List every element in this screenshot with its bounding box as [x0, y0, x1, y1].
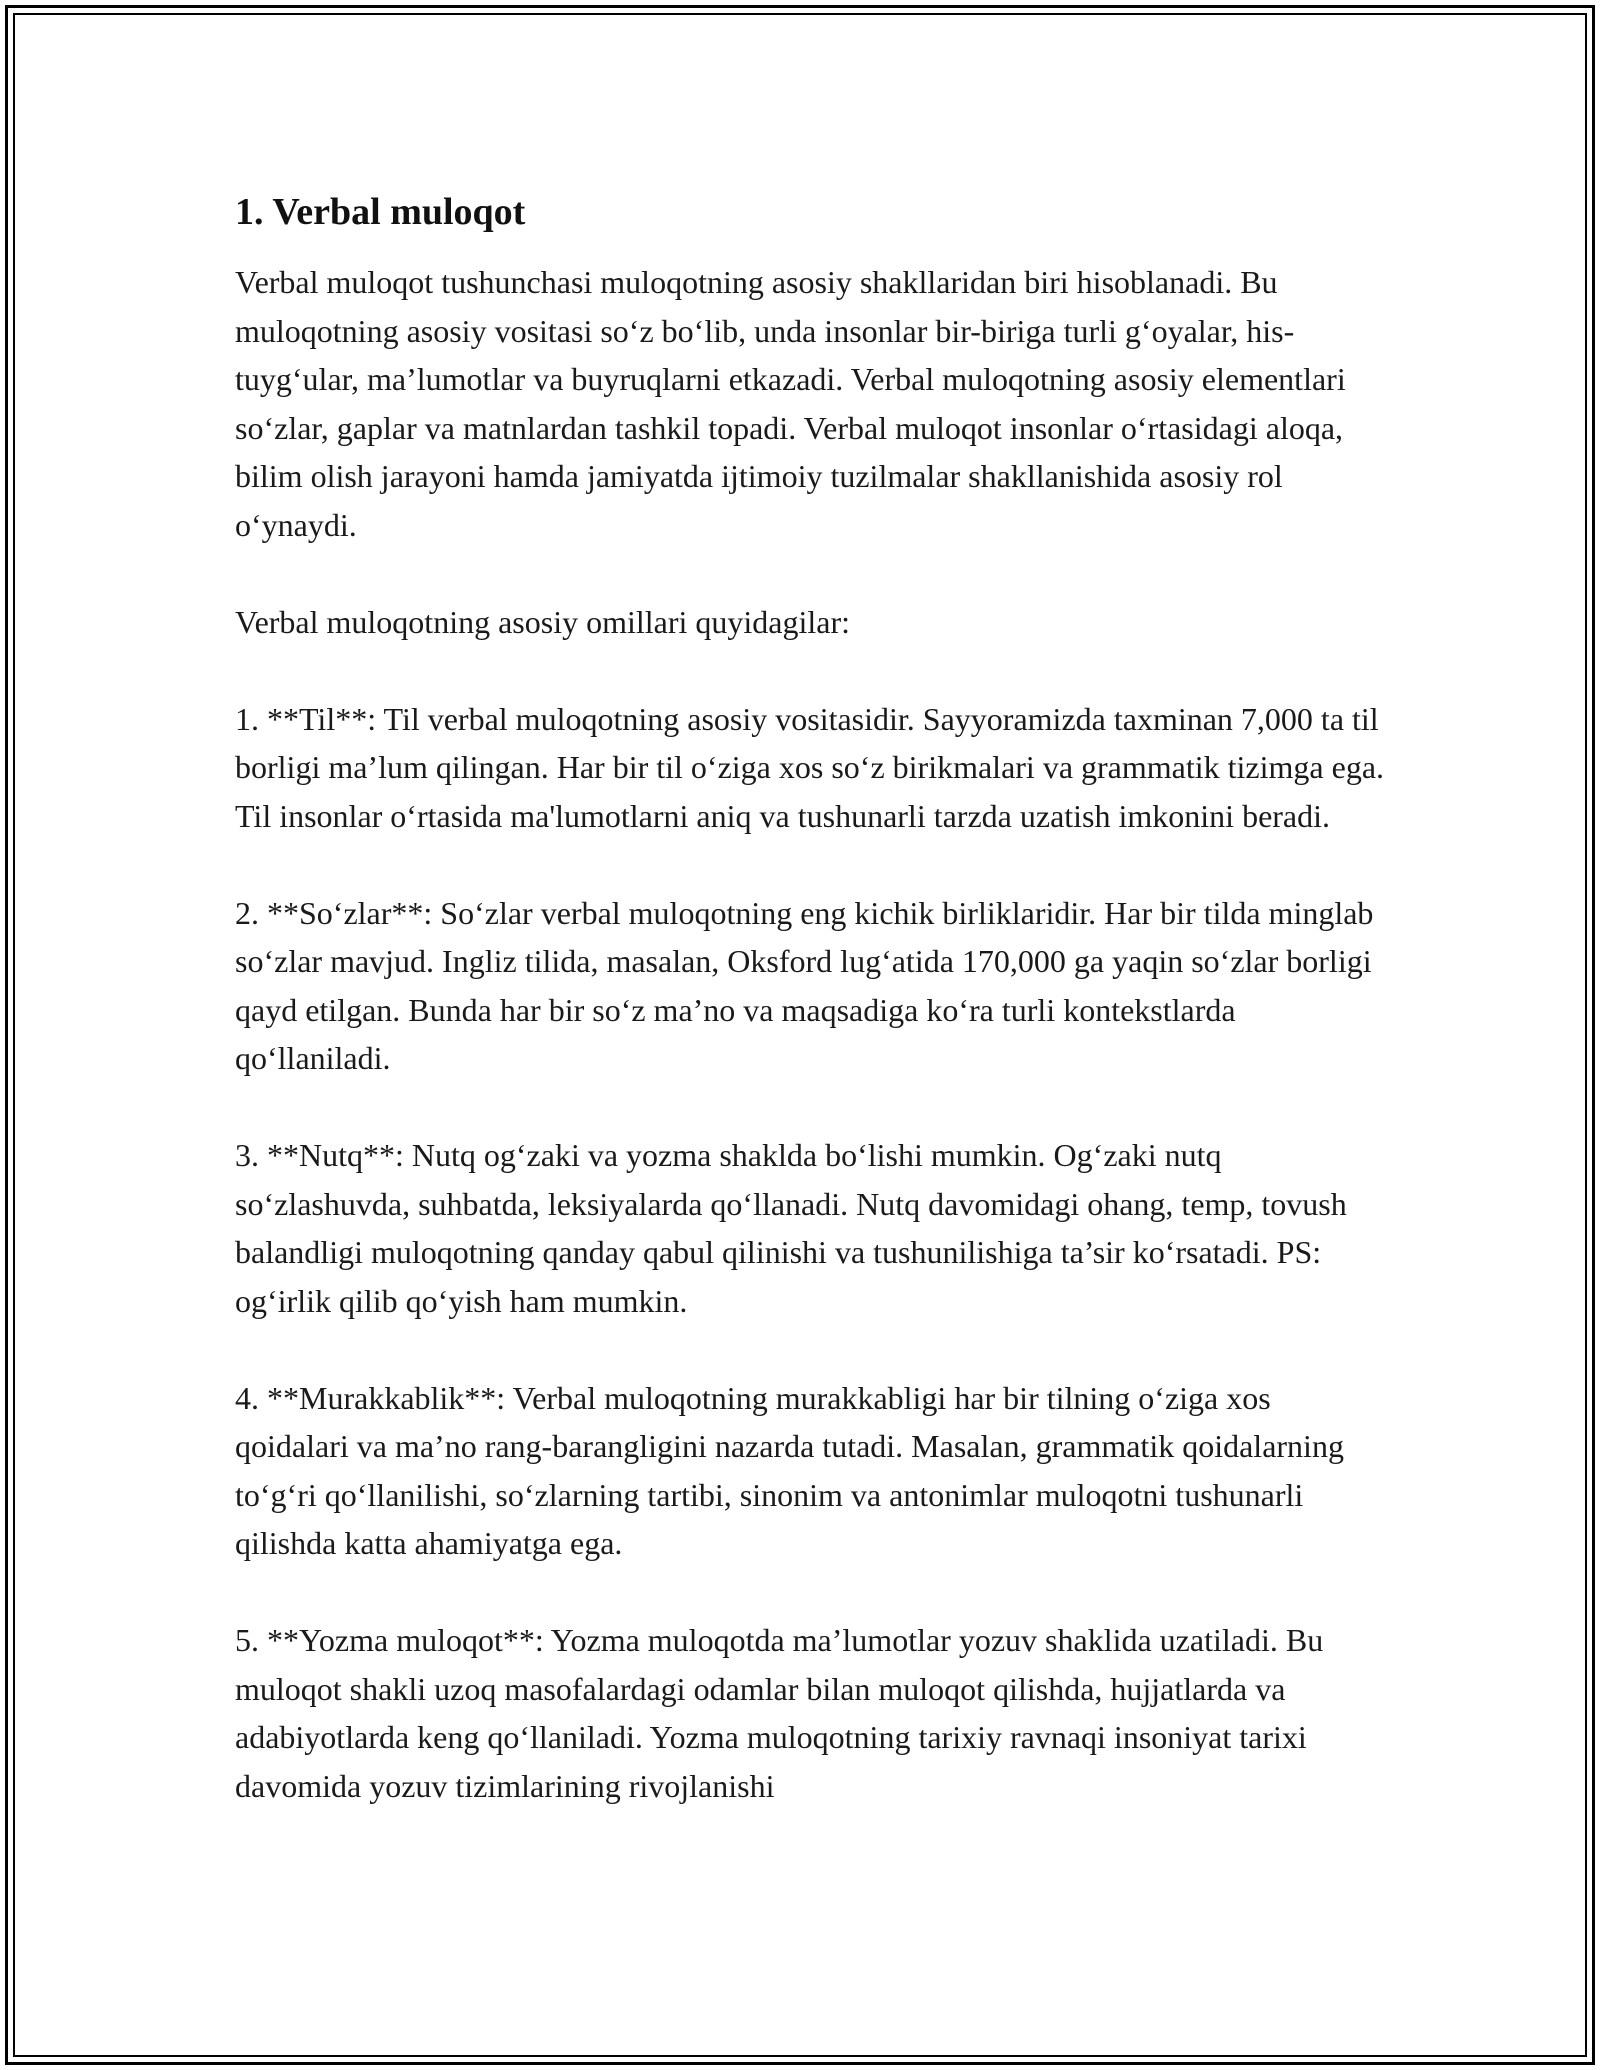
- document-body: [235, 188, 1385, 1859]
- factor-yozma-muloqot: 5. **Yozma muloqot**: Yozma muloqotda ma’lumotlar yozuv shaklida uzatiladi. Bu muloqot shakli uzoq masofalardagi odamlar bilan muloqot qilishda, hujjatlarda va adabiyotlarda keng qo‘llaniladi. Yozma muloqotning tarixiy ravnaqi insoniyat tarixi davomida yozuv tizimlarining rivojlanishi: [235, 1622, 1324, 1804]
- intro-paragraph: Verbal muloqot tushunchasi muloqotning asosiy shakllaridan biri hisoblanadi. Bu muloqotning asosiy vositasi so‘z bo‘lib, unda insonlar bir-biriga turli g‘oyalar, his-tuyg‘ular, ma’lumotlar va buyruqlarni etkazadi. Verbal muloqotning asosiy elementlari so‘zlar, gaplar va matnlardan tashkil topadi. Verbal muloqot insonlar o‘rtasidagi aloqa, bilim olish jarayoni hamda jamiyatda ijtimoiy tuzilmalar shakllanishida asosiy rol o‘ynaydi.: [235, 264, 1346, 543]
- factor-nutq: 3. **Nutq**: Nutq og‘zaki va yozma shaklda bo‘lishi mumkin. Og‘zaki nutq so‘zlashuvda, suhbatda, leksiyalarda qo‘llanadi. Nutq davomidagi ohang, temp, tovush balandligi muloqotning qanday qabul qilinishi va tushunilishiga ta’sir ko‘rsatadi. PS: og‘irlik qilib qo‘yish ham mumkin.: [235, 1137, 1347, 1319]
- factor-til: 1. **Til**: Til verbal muloqotning asosiy vositasidir. Sayyoramizda taxminan 7,000 ta til borligi ma’lum qilingan. Har bir til o‘ziga xos so‘z birikmalari va grammatik tizimga ega. Til insonlar o‘rtasida ma'lumotlarni aniq va tushunarli tarzda uzatish imkonini beradi.: [235, 700, 1385, 834]
- factor-murakkablik: 4. **Murakkablik**: Verbal muloqotning murakkabligi har bir tilning o‘ziga xos qoidalari va ma’no rang-barangligini nazarda tutadi. Masalan, grammatik qoidalarning to‘g‘ri qo‘llanilishi, so‘zlarning tartibi, sinonim va antonimlar muloqotni tushunarli qilishda katta ahamiyatga ega.: [235, 1379, 1344, 1561]
- factor-sozlar: 2. **So‘zlar**: So‘zlar verbal muloqotning eng kichik birliklaridir. Har bir tilda minglab so‘zlar mavjud. Ingliz tilida, masalan, Oksford lug‘atida 170,000 ga yaqin so‘zlar borligi qayd etilgan. Bunda har bir so‘z ma’no va maqsadiga ko‘ra turli kontekstlarda qo‘llaniladi.: [235, 894, 1374, 1076]
- section-heading: 1. Verbal muloqot: [235, 191, 526, 233]
- factors-intro: Verbal muloqotning asosiy omillari quyidagilar:: [235, 603, 851, 640]
